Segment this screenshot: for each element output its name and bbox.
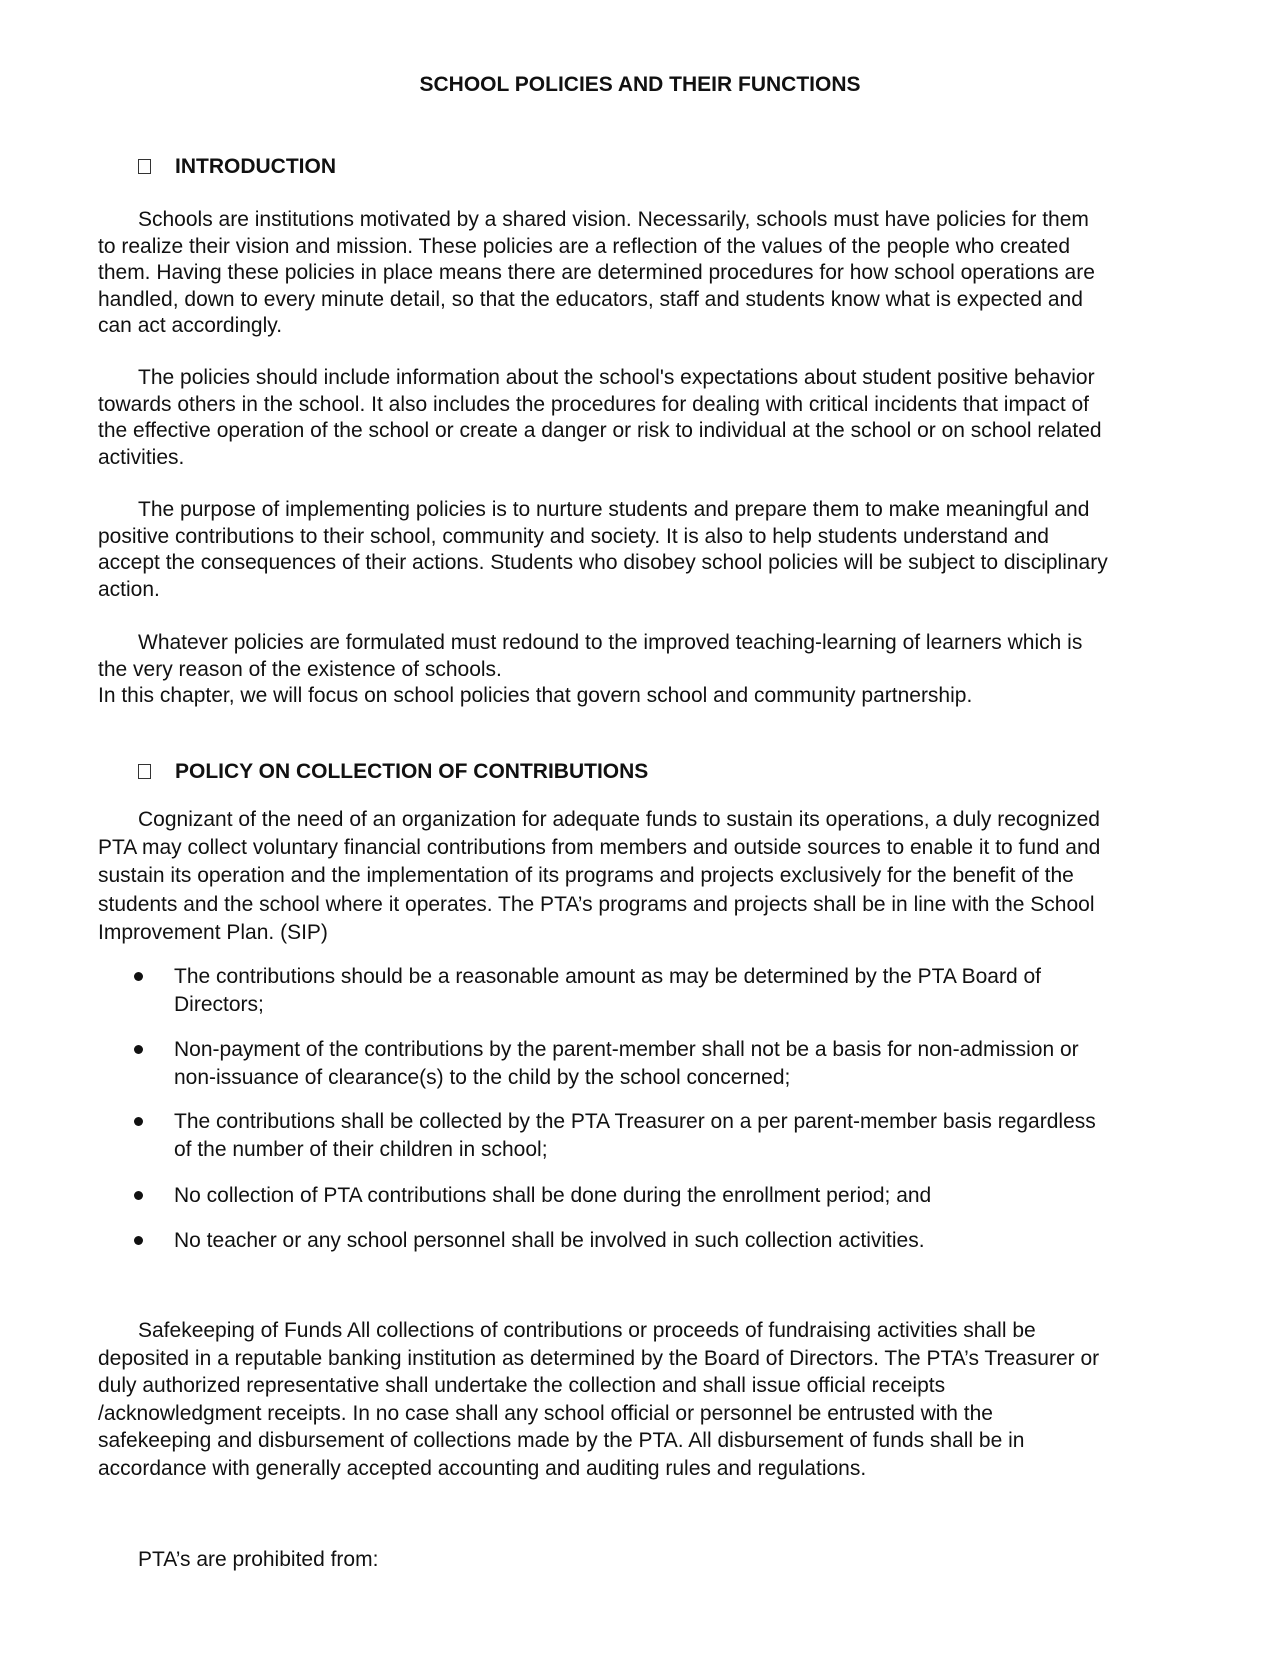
text-line: duly authorized representative shall undertake the collection and shall issue official receipts [98, 1374, 946, 1398]
bullet-dot-icon [134, 1045, 143, 1054]
text-line: accordance with generally accepted accounting and auditing rules and regulations. [98, 1456, 867, 1480]
text-line: The contributions should be a reasonable amount as may be determined by the PTA Board of [174, 965, 1041, 988]
text-line: deposited in a reputable banking institution as determined by the Board of Directors. The PTA’s Treasurer or [98, 1346, 1100, 1370]
text-line: non-issuance of clearance(s) to the child by the school concerned; [174, 1065, 791, 1089]
heading-text: INTRODUCTION [175, 155, 336, 178]
text-line: to realize their vision and mission. These policies are a reflection of the values of the people who created [98, 234, 1070, 258]
paragraph [98, 497, 1108, 603]
list-item-text [174, 1182, 931, 1210]
heading-text: POLICY ON COLLECTION OF CONTRIBUTIONS [175, 760, 649, 783]
text-line: handled, down to every minute detail, so that the educators, staff and students know what is expected and [98, 287, 1083, 311]
paragraph [98, 806, 1100, 947]
list-item-text [174, 1036, 1079, 1091]
text-line: No teacher or any school personnel shall be involved in such collection activities. [174, 1229, 925, 1252]
list-item-text [174, 1227, 925, 1255]
text-line: students and the school where it operates. The PTA’s programs and projects shall be in line with the School [98, 892, 1095, 916]
list-item-text [174, 963, 1041, 1018]
checkbox-bullet-icon [138, 159, 151, 174]
text-line: towards others in the school. It also includes the procedures for dealing with critical incidents that impact of [98, 392, 1090, 416]
bullet-dot-icon [134, 972, 143, 981]
checkbox-bullet-icon [138, 764, 151, 779]
text-line: can act accordingly. [98, 314, 283, 338]
page-title: SCHOOL POLICIES AND THEIR FUNCTIONS [419, 73, 861, 96]
text-line: action. [98, 577, 160, 601]
text-line: of the number of their children in school; [174, 1137, 548, 1161]
text-line: /acknowledgment receipts. In no case shall any school official or personnel be entrusted with the [98, 1401, 993, 1425]
text-line: Directors; [174, 992, 264, 1016]
text-line: Non-payment of the contributions by the parent-member shall not be a basis for non-admission or [174, 1038, 1079, 1061]
text-line: Safekeeping of Funds All collections of contributions or proceeds of fundraising activities shall be [138, 1319, 1036, 1342]
text-line: Cognizant of the need of an organization for adequate funds to sustain its operations, a duly recognized [138, 808, 1100, 831]
text-line: sustain its operation and the implementation of its programs and projects exclusively for the benefit of the [98, 864, 1074, 888]
text-line: Schools are institutions motivated by a shared vision. Necessarily, schools must have policies for them [138, 208, 1089, 231]
text-line: The purpose of implementing policies is to nurture students and prepare them to make meaningful and [138, 498, 1090, 521]
text-line: Improvement Plan. (SIP) [98, 920, 328, 944]
paragraph-prohibited: PTA’s are prohibited from: [138, 1548, 379, 1571]
bullet-dot-icon [134, 1117, 143, 1126]
text-line: the very reason of the existence of schools. [98, 657, 502, 681]
text-line: Whatever policies are formulated must redound to the improved teaching-learning of learners which is [138, 631, 1083, 654]
text-line: the effective operation of the school or create a danger or risk to individual at the school or on school related [98, 419, 1102, 443]
text-line: activities. [98, 445, 185, 469]
bullet-dot-icon [134, 1191, 143, 1200]
paragraph-safekeeping [98, 1317, 1099, 1483]
bullet-dot-icon [134, 1236, 143, 1245]
text-line: In this chapter, we will focus on school policies that govern school and community partnership. [98, 684, 973, 708]
paragraph [98, 207, 1095, 340]
text-line: positive contributions to their school, community and society. It is also to help students understand and [98, 524, 1049, 548]
section-heading-contributions [138, 760, 648, 784]
text-line: them. Having these policies in place means there are determined procedures for how school operations are [98, 261, 1095, 285]
list-item-text [174, 1108, 1096, 1163]
section-heading-introduction [138, 155, 336, 179]
text-line: safekeeping and disbursement of collections made by the PTA. All disbursement of funds shall be in [98, 1429, 1025, 1453]
text-line: The policies should include information about the school's expectations about student positive behavior [138, 366, 1095, 389]
text-line: The contributions shall be collected by the PTA Treasurer on a per parent-member basis regardless [174, 1110, 1096, 1133]
paragraph [98, 630, 1082, 710]
paragraph [98, 365, 1102, 471]
text-line: PTA may collect voluntary financial contributions from members and outside sources to enable it to fund and [98, 836, 1101, 860]
text-line: accept the consequences of their actions. Students who disobey school policies will be subject to disciplinary [98, 551, 1108, 575]
text-line: No collection of PTA contributions shall be done during the enrollment period; and [174, 1184, 932, 1207]
